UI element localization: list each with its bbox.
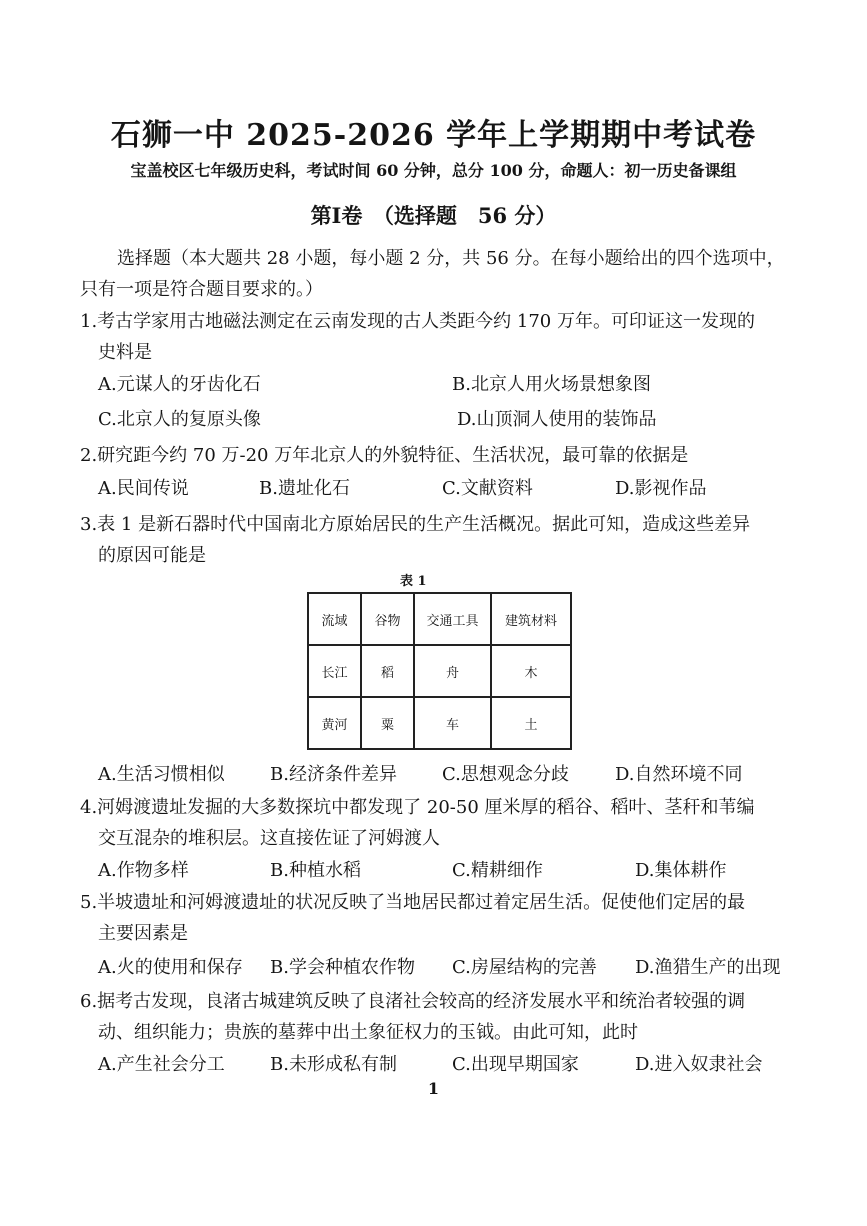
question-4-option-d[interactable]: D.集体耕作 — [635, 860, 727, 881]
question-5-stem-1: 5.半坡遗址和河姆渡遗址的状况反映了当地居民都过着定居生活。促使他们定居的最 — [80, 892, 746, 913]
question-1-stem-1: 1.考古学家用古地磁法测定在云南发现的古人类距今约 170 万年。可印证这一发现的 — [80, 311, 755, 332]
question-6-stem-1: 6.据考古发现，良渚古城建筑反映了良渚社会较高的经济发展水平和统治者较强的调 — [80, 991, 746, 1012]
table-row — [308, 593, 571, 645]
question-4-option-c[interactable]: C.精耕细作 — [452, 860, 543, 881]
question-5-stem-2: 主要因素是 — [98, 923, 188, 944]
question-6-option-a[interactable]: A.产生社会分工 — [98, 1054, 225, 1075]
question-3-option-b[interactable]: B.经济条件差异 — [270, 764, 397, 785]
table-cell: 黄河 — [308, 697, 361, 749]
table-cell: 土 — [491, 697, 571, 749]
page-number: 1 — [427, 1079, 440, 1098]
section-title: 第Ⅰ卷 （选择题 56 分） — [310, 203, 557, 228]
table-header-cell: 谷物 — [361, 593, 414, 645]
question-6-option-b[interactable]: B.未形成私有制 — [270, 1054, 397, 1075]
table-cell: 稻 — [361, 645, 414, 697]
table-header-cell: 流域 — [308, 593, 361, 645]
question-1-option-d[interactable]: D.山顶洞人使用的装饰品 — [457, 409, 657, 430]
question-5-option-b[interactable]: B.学会种植农作物 — [270, 957, 415, 978]
question-2-stem-1: 2.研究距今约 70 万-20 万年北京人的外貌特征、生活状况，最可靠的依据是 — [80, 445, 689, 466]
question-3-stem-1: 3.表 1 是新石器时代中国南北方原始居民的生产生活概况。据此可知，造成这些差异 — [80, 514, 751, 535]
table-row — [308, 697, 571, 749]
table-header-cell: 交通工具 — [414, 593, 491, 645]
table-cell: 长江 — [308, 645, 361, 697]
question-5-option-d[interactable]: D.渔猎生产的出现 — [635, 957, 781, 978]
question-1-stem-2: 史料是 — [98, 342, 152, 363]
exam-title: 石狮一中 2025-2026 学年上学期期中考试卷 — [110, 118, 757, 153]
table-cell: 木 — [491, 645, 571, 697]
instruction-line-1: 选择题（本大题共 28 小题，每小题 2 分，共 56 分。在每小题给出的四个选项中， — [117, 248, 785, 269]
question-5-option-c[interactable]: C.房屋结构的完善 — [452, 957, 597, 978]
question-4-stem-2: 交互混杂的堆积层。这直接佐证了河姆渡人 — [98, 828, 440, 849]
question-4-stem-1: 4.河姆渡遗址发掘的大多数探坑中都发现了 20-50 厘米厚的稻谷、稻叶、茎秆和苇编 — [80, 797, 755, 818]
table-cell: 车 — [414, 697, 491, 749]
table-row — [308, 645, 571, 697]
question-6-option-c[interactable]: C.出现早期国家 — [452, 1054, 579, 1075]
question-2-option-b[interactable]: B.遗址化石 — [259, 478, 350, 499]
question-3-option-d[interactable]: D.自然环境不同 — [615, 764, 743, 785]
question-5-option-a[interactable]: A.火的使用和保存 — [98, 957, 243, 978]
question-3-option-c[interactable]: C.思想观念分歧 — [442, 764, 569, 785]
question-4-option-a[interactable]: A.作物多样 — [98, 860, 189, 881]
question-1-option-c[interactable]: C.北京人的复原头像 — [98, 409, 261, 430]
question-6-stem-2: 动、组织能力；贵族的墓葬中出土象征权力的玉钺。由此可知，此时 — [98, 1022, 638, 1043]
question-3-option-a[interactable]: A.生活习惯相似 — [98, 764, 225, 785]
question-2-option-d[interactable]: D.影视作品 — [615, 478, 707, 499]
question-3-stem-2: 的原因可能是 — [98, 545, 206, 566]
exam-subtitle: 宝盖校区七年级历史科，考试时间 60 分钟，总分 100 分，命题人：初一历史备课组 — [130, 161, 737, 180]
question-1-option-a[interactable]: A.元谋人的牙齿化石 — [98, 374, 261, 395]
question-4-option-b[interactable]: B.种植水稻 — [270, 860, 361, 881]
question-2-option-c[interactable]: C.文献资料 — [442, 478, 533, 499]
question-2-option-a[interactable]: A.民间传说 — [98, 478, 189, 499]
table-cell: 舟 — [414, 645, 491, 697]
question-6-option-d[interactable]: D.进入奴隶社会 — [635, 1054, 763, 1075]
instruction-line-2: 只有一项是符合题目要求的。） — [80, 279, 323, 300]
table-header-cell: 建筑材料 — [491, 593, 571, 645]
table-cell: 粟 — [361, 697, 414, 749]
question-1-option-b[interactable]: B.北京人用火场景想象图 — [452, 374, 651, 395]
table-1 — [307, 592, 572, 750]
table-1-caption: 表 1 — [400, 574, 427, 589]
